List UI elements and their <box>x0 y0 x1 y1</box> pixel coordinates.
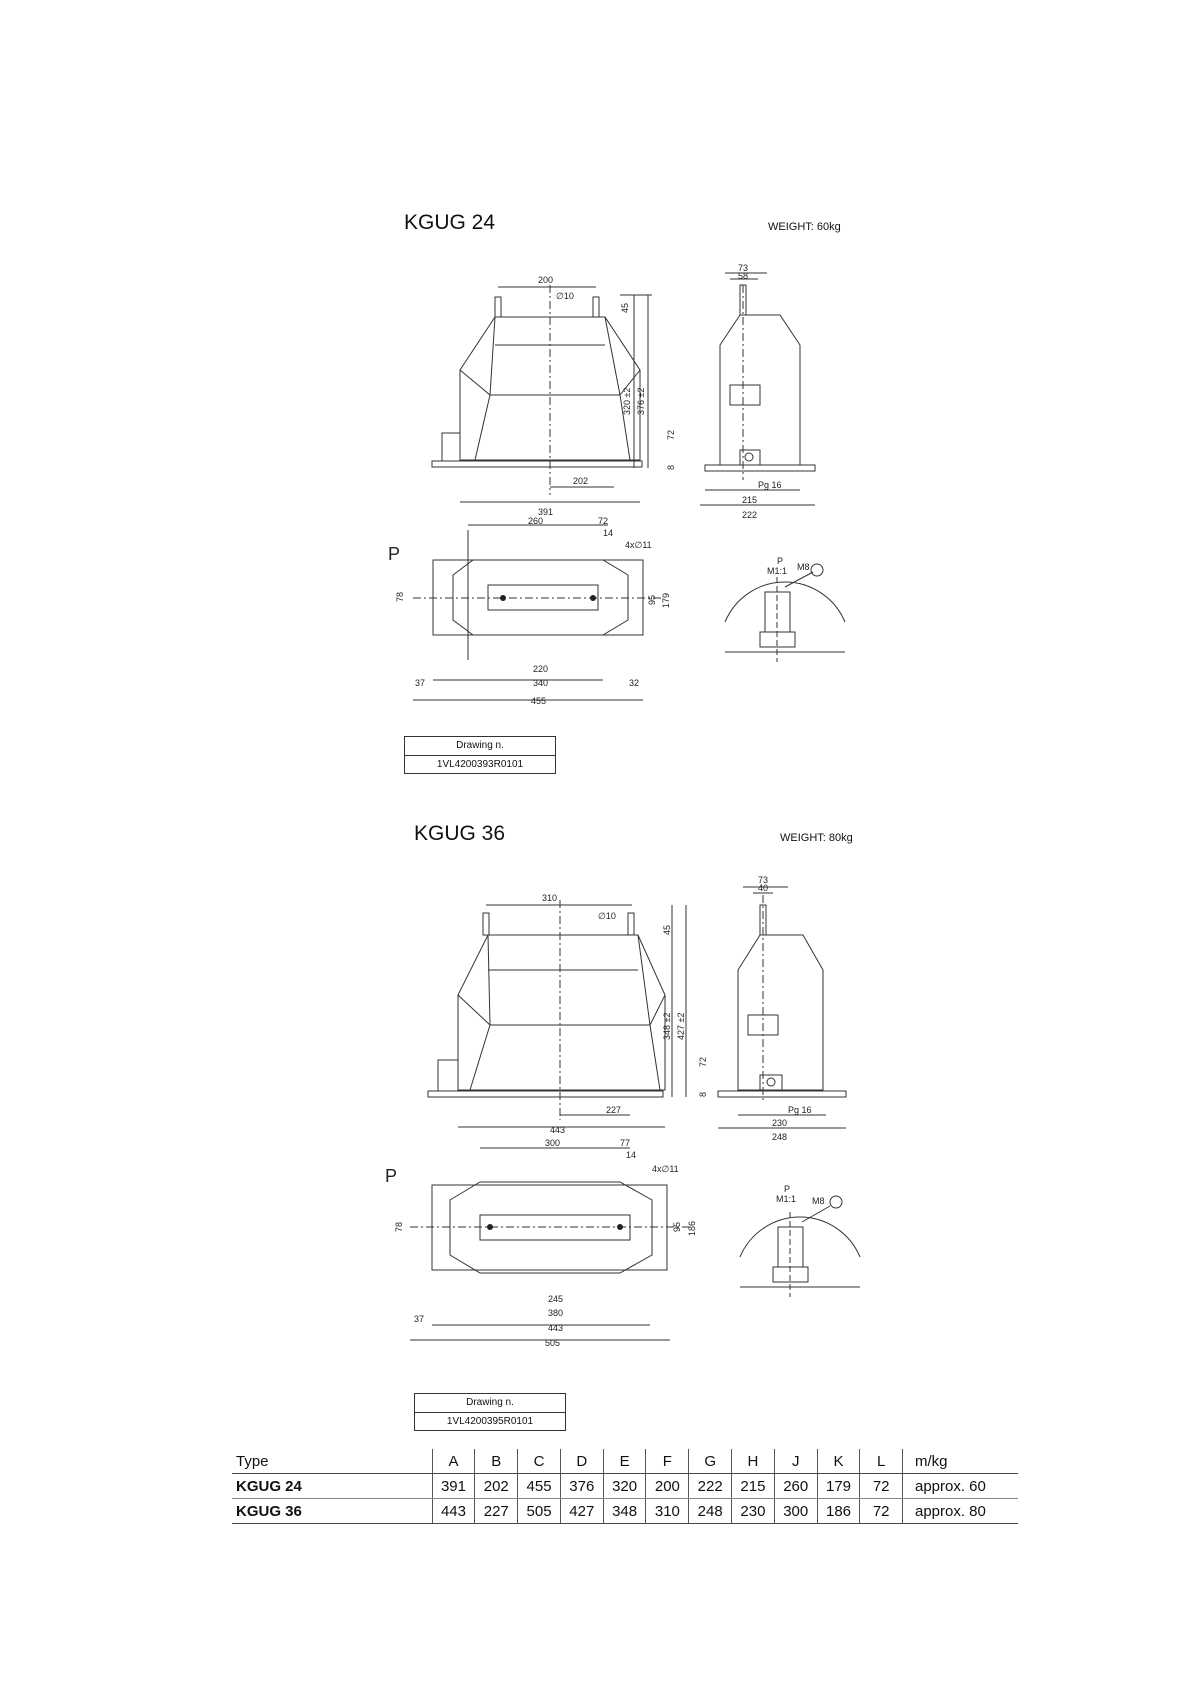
dim-37: 37 <box>415 678 426 688</box>
cell: 248 <box>689 1499 732 1524</box>
cell: 310 <box>646 1499 689 1524</box>
drawing-number-box <box>404 736 556 774</box>
pg-label: Pg 16 <box>788 1105 812 1115</box>
dim-72: 72 <box>666 429 676 440</box>
col-j: J <box>774 1449 817 1474</box>
dim-220: 220 <box>533 664 549 674</box>
dim-248: 248 <box>772 1132 788 1142</box>
cell: 227 <box>475 1499 518 1524</box>
cell: 202 <box>475 1474 518 1499</box>
dim-4x11: 4x∅11 <box>625 540 652 550</box>
dim-14: 14 <box>603 528 614 538</box>
dim-186: 186 <box>687 1220 697 1236</box>
col-k: K <box>817 1449 860 1474</box>
col-h: H <box>732 1449 775 1474</box>
dim-340: 340 <box>533 678 549 688</box>
col-g: G <box>689 1449 732 1474</box>
weight-label: WEIGHT: 60kg <box>768 221 841 233</box>
cell: 230 <box>732 1499 775 1524</box>
table-header-row <box>232 1449 1018 1474</box>
dim-72b: 72 <box>598 516 609 526</box>
plan-view-drawing <box>385 1138 710 1360</box>
dim-45: 45 <box>620 302 630 313</box>
dim-376: 376 ±2 <box>636 387 646 415</box>
dim-300: 300 <box>545 1138 561 1148</box>
dim-202: 202 <box>573 476 589 486</box>
col-l: L <box>860 1449 903 1474</box>
cell: 455 <box>518 1474 561 1499</box>
cell-type: KGUG 24 <box>232 1474 432 1499</box>
side-view-drawing <box>666 263 860 525</box>
col-c: C <box>518 1449 561 1474</box>
dim-320: 320 ±2 <box>622 387 632 415</box>
dim-310: 310 <box>542 893 558 903</box>
section-title: KGUG 24 <box>404 211 496 234</box>
p-label: P <box>388 544 401 564</box>
dim-95: 95 <box>672 1221 682 1232</box>
col-d: D <box>560 1449 603 1474</box>
cell: 376 <box>560 1474 603 1499</box>
dim-8: 8 <box>698 1091 708 1097</box>
cell: 215 <box>732 1474 775 1499</box>
dim-200: 200 <box>538 275 554 285</box>
cell: 443 <box>432 1499 475 1524</box>
dim-348: 348 ±2 <box>662 1012 672 1040</box>
dim-245: 245 <box>548 1294 564 1304</box>
drawing-number: 1VL4200395R0101 <box>446 1416 534 1427</box>
dim-260: 260 <box>528 516 544 526</box>
dim-40: 40 <box>758 883 769 893</box>
dim-32: 32 <box>629 678 640 688</box>
p-label: P <box>385 1166 398 1186</box>
section-title: KGUG 36 <box>414 822 506 845</box>
cell: 222 <box>689 1474 732 1499</box>
dim-73: 73 <box>758 875 769 885</box>
cell: 391 <box>432 1474 475 1499</box>
detail-bolt: M8 <box>812 1196 825 1206</box>
col-f: F <box>646 1449 689 1474</box>
table-row <box>232 1499 1018 1524</box>
cell: 186 <box>817 1499 860 1524</box>
front-view-drawing <box>420 265 690 520</box>
cell-mass: approx. 60 <box>902 1474 1018 1499</box>
dimension-table <box>232 1449 1018 1524</box>
front-view-drawing <box>420 875 710 1135</box>
dim-455: 455 <box>531 696 547 706</box>
dim-380: 380 <box>548 1308 564 1318</box>
detail-scale: M1:1 <box>776 1194 797 1204</box>
dim-37: 37 <box>414 1314 425 1324</box>
dim-45: 45 <box>662 924 672 935</box>
dim-14: 14 <box>626 1150 637 1160</box>
detail-p: P <box>784 1184 791 1194</box>
dim-227: 227 <box>606 1105 622 1115</box>
dim-58: 58 <box>738 271 749 281</box>
cell: 72 <box>860 1474 903 1499</box>
cell: 320 <box>603 1474 646 1499</box>
dim-72: 72 <box>698 1056 708 1067</box>
dim-427: 427 ±2 <box>676 1012 686 1040</box>
detail-p: P <box>777 556 784 566</box>
dim-391: 391 <box>538 507 554 517</box>
detail-drawing <box>730 1182 870 1302</box>
dim-215: 215 <box>742 495 758 505</box>
detail-scale: M1:1 <box>767 566 788 576</box>
cell: 300 <box>774 1499 817 1524</box>
dim-78: 78 <box>394 1221 404 1232</box>
dim-78: 78 <box>395 591 405 602</box>
table-row <box>232 1474 1018 1499</box>
cell: 200 <box>646 1474 689 1499</box>
cell: 72 <box>860 1499 903 1524</box>
dim-222: 222 <box>742 510 758 520</box>
dim-95: 95 <box>647 594 657 605</box>
cell-mass: approx. 80 <box>902 1499 1018 1524</box>
dim-443b: 443 <box>548 1323 564 1333</box>
cell: 505 <box>518 1499 561 1524</box>
col-b: B <box>475 1449 518 1474</box>
cell: 348 <box>603 1499 646 1524</box>
detail-drawing <box>715 552 855 672</box>
pg-label: Pg 16 <box>758 480 782 490</box>
col-type: Type <box>232 1449 432 1474</box>
dim-hole: ∅10 <box>556 291 574 301</box>
dim-8: 8 <box>666 464 676 470</box>
dim-179: 179 <box>661 592 671 608</box>
drawing-number-box <box>414 1393 566 1431</box>
side-view-drawing <box>698 875 878 1145</box>
dim-443: 443 <box>550 1125 566 1135</box>
dim-505: 505 <box>545 1338 561 1348</box>
weight-label: WEIGHT: 80kg <box>780 832 853 844</box>
detail-bolt: M8 <box>797 562 810 572</box>
cell: 179 <box>817 1474 860 1499</box>
col-e: E <box>603 1449 646 1474</box>
dim-77: 77 <box>620 1138 631 1148</box>
dim-hole: ∅10 <box>598 911 616 921</box>
cell: 427 <box>560 1499 603 1524</box>
col-a: A <box>432 1449 475 1474</box>
dim-230: 230 <box>772 1118 788 1128</box>
col-mkg: m/kg <box>902 1449 1018 1474</box>
dim-73: 73 <box>738 263 749 273</box>
drawing-label: Drawing n. <box>415 1394 565 1413</box>
plan-view-drawing <box>388 516 693 720</box>
drawing-number: 1VL4200393R0101 <box>436 759 524 770</box>
cell: 260 <box>774 1474 817 1499</box>
dim-4x11: 4x∅11 <box>652 1164 679 1174</box>
drawing-label: Drawing n. <box>405 737 555 756</box>
cell-type: KGUG 36 <box>232 1499 432 1524</box>
